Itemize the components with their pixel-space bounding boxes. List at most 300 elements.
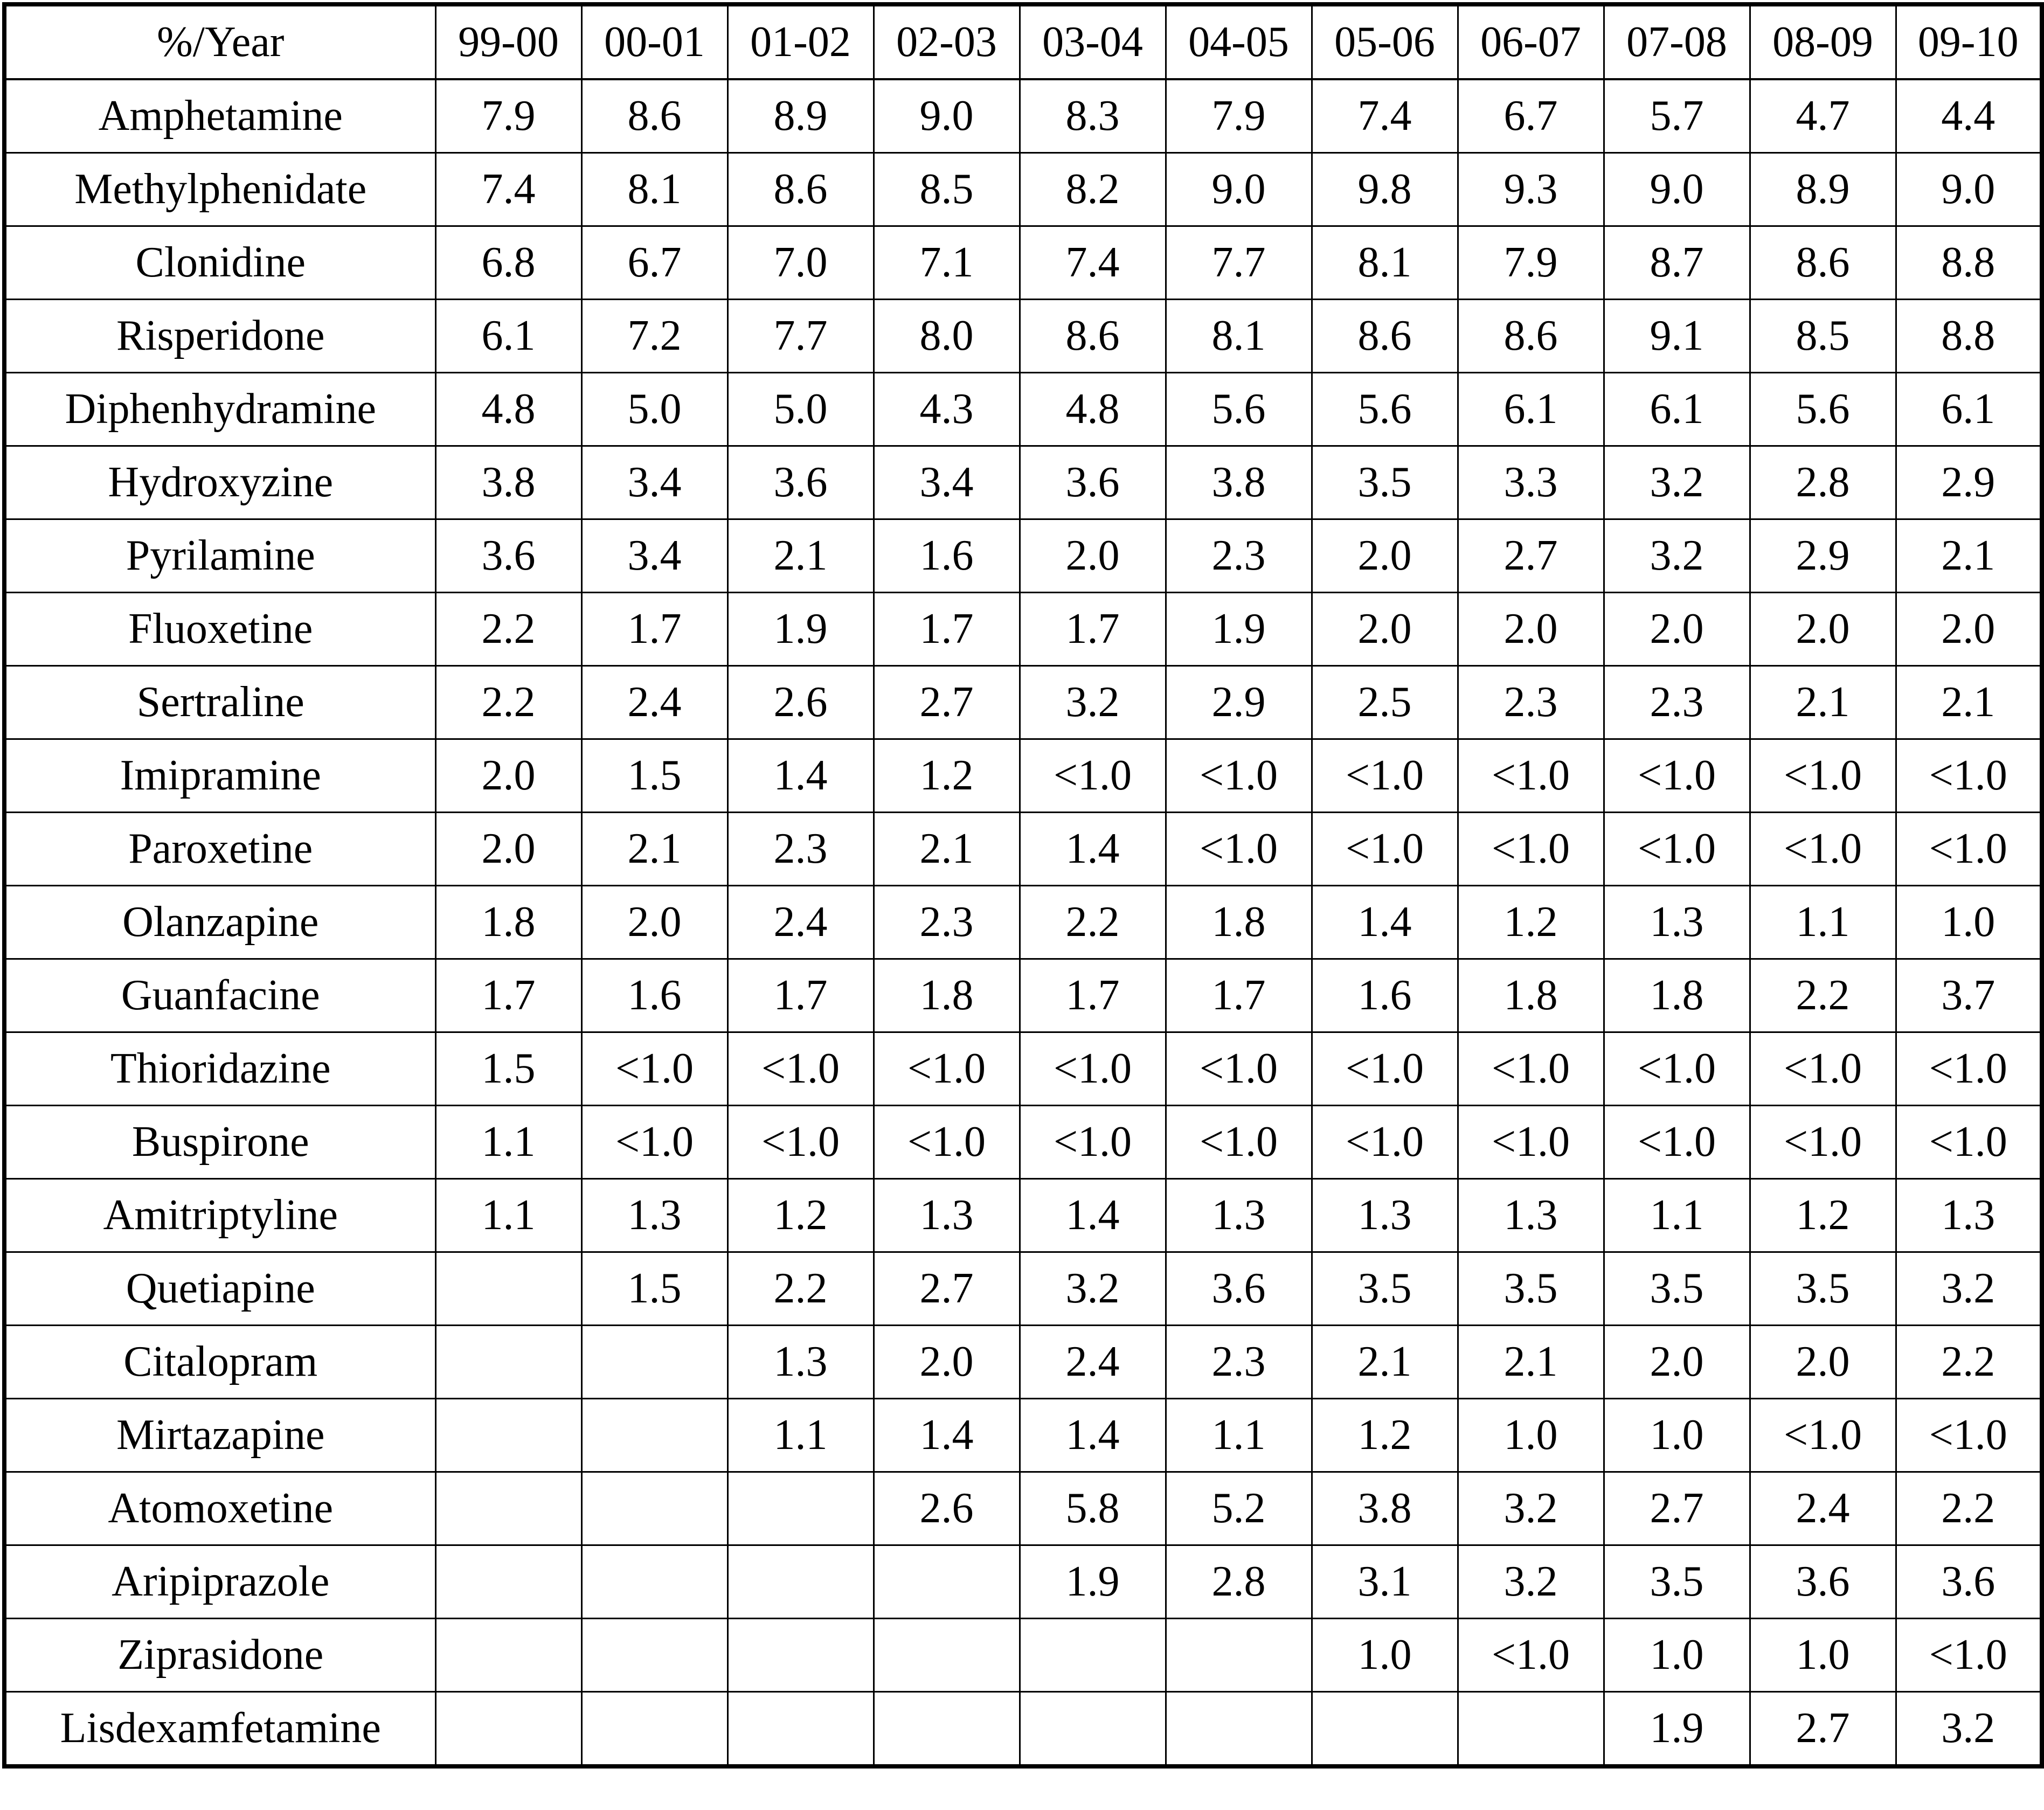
value-cell: 8.1 <box>581 153 727 226</box>
value-cell: 2.3 <box>1166 519 1312 593</box>
value-cell: <1.0 <box>1458 1619 1604 1692</box>
value-cell: 1.7 <box>1020 959 1166 1032</box>
value-cell: 1.0 <box>1604 1619 1750 1692</box>
value-cell: 1.8 <box>874 959 1020 1032</box>
value-cell: <1.0 <box>1458 1032 1604 1106</box>
value-cell: 2.0 <box>435 739 581 813</box>
value-cell: 8.9 <box>1750 153 1896 226</box>
value-cell: 3.6 <box>435 519 581 593</box>
value-cell: 8.6 <box>1458 300 1604 373</box>
table-row <box>4 519 2042 593</box>
value-cell: 3.6 <box>1020 446 1166 519</box>
value-cell: 2.2 <box>1750 959 1896 1032</box>
table-row <box>4 1545 2042 1619</box>
value-cell: <1.0 <box>1458 739 1604 813</box>
value-cell: 3.2 <box>1020 666 1166 739</box>
value-cell: 1.2 <box>1458 886 1604 959</box>
value-cell: 1.2 <box>727 1179 874 1252</box>
value-cell: 2.3 <box>727 813 874 886</box>
value-cell: 1.1 <box>435 1106 581 1179</box>
value-cell: 1.0 <box>1896 886 2042 959</box>
value-cell: 2.0 <box>1604 593 1750 666</box>
drug-name-cell: Aripiprazole <box>4 1545 435 1619</box>
value-cell: 1.9 <box>1166 593 1312 666</box>
value-cell: <1.0 <box>1458 813 1604 886</box>
medication-percent-table <box>2 2 2044 1769</box>
table-row <box>4 886 2042 959</box>
value-cell <box>435 1472 581 1545</box>
value-cell: 3.5 <box>1750 1252 1896 1326</box>
drug-name-cell: Amphetamine <box>4 79 435 153</box>
value-cell: <1.0 <box>581 1106 727 1179</box>
corner-header-cell: %/Year <box>4 4 435 79</box>
value-cell: 8.6 <box>1312 300 1458 373</box>
table-row <box>4 739 2042 813</box>
value-cell: <1.0 <box>874 1106 1020 1179</box>
value-cell: 3.6 <box>727 446 874 519</box>
value-cell: 2.0 <box>1750 1326 1896 1399</box>
value-cell: 2.8 <box>1750 446 1896 519</box>
value-cell: 2.4 <box>1750 1472 1896 1545</box>
value-cell: <1.0 <box>1750 1106 1896 1179</box>
value-cell: 7.7 <box>727 300 874 373</box>
value-cell: 1.1 <box>1750 886 1896 959</box>
value-cell: 1.8 <box>1166 886 1312 959</box>
value-cell: 3.5 <box>1604 1545 1750 1619</box>
value-cell: 2.9 <box>1750 519 1896 593</box>
value-cell <box>581 1399 727 1472</box>
value-cell: <1.0 <box>1604 739 1750 813</box>
value-cell <box>435 1326 581 1399</box>
value-cell: <1.0 <box>1604 1032 1750 1106</box>
value-cell: 8.6 <box>1750 226 1896 300</box>
value-cell: 1.4 <box>1020 1179 1166 1252</box>
value-cell <box>1020 1692 1166 1767</box>
value-cell: 2.0 <box>1312 593 1458 666</box>
value-cell: 1.4 <box>1020 1399 1166 1472</box>
value-cell: 8.7 <box>1604 226 1750 300</box>
value-cell: 3.5 <box>1458 1252 1604 1326</box>
value-cell: <1.0 <box>1896 1399 2042 1472</box>
value-cell: 7.2 <box>581 300 727 373</box>
value-cell: 2.0 <box>435 813 581 886</box>
drug-name-cell: Diphenhydramine <box>4 373 435 446</box>
value-cell: 2.2 <box>727 1252 874 1326</box>
value-cell: 2.3 <box>874 886 1020 959</box>
value-cell: 2.0 <box>581 886 727 959</box>
value-cell: <1.0 <box>1166 813 1312 886</box>
value-cell: <1.0 <box>1312 813 1458 886</box>
value-cell: 2.2 <box>1896 1326 2042 1399</box>
value-cell: 5.0 <box>581 373 727 446</box>
value-cell: 1.9 <box>1604 1692 1750 1767</box>
value-cell: 1.1 <box>1604 1179 1750 1252</box>
value-cell: 3.6 <box>1166 1252 1312 1326</box>
value-cell: <1.0 <box>1750 1032 1896 1106</box>
value-cell: 1.2 <box>874 739 1020 813</box>
value-cell: 3.8 <box>1312 1472 1458 1545</box>
value-cell: 7.4 <box>435 153 581 226</box>
drug-name-cell: Hydroxyzine <box>4 446 435 519</box>
value-cell: <1.0 <box>1896 739 2042 813</box>
year-header-cell: 08-09 <box>1750 4 1896 79</box>
value-cell: 5.8 <box>1020 1472 1166 1545</box>
value-cell: 2.2 <box>435 666 581 739</box>
value-cell: 5.6 <box>1312 373 1458 446</box>
value-cell: <1.0 <box>1458 1106 1604 1179</box>
table-row <box>4 1032 2042 1106</box>
value-cell: 1.3 <box>1896 1179 2042 1252</box>
drug-name-cell: Sertraline <box>4 666 435 739</box>
value-cell: 1.5 <box>581 739 727 813</box>
value-cell: 6.1 <box>1458 373 1604 446</box>
value-cell <box>1312 1692 1458 1767</box>
value-cell: 2.4 <box>1020 1326 1166 1399</box>
value-cell: 7.7 <box>1166 226 1312 300</box>
year-header-cell: 04-05 <box>1166 4 1312 79</box>
value-cell: 1.6 <box>1312 959 1458 1032</box>
value-cell: <1.0 <box>1020 1106 1166 1179</box>
value-cell: 2.1 <box>1312 1326 1458 1399</box>
value-cell: 1.0 <box>1312 1619 1458 1692</box>
value-cell: 2.1 <box>1458 1326 1604 1399</box>
year-header-cell: 09-10 <box>1896 4 2042 79</box>
value-cell: 1.1 <box>1166 1399 1312 1472</box>
value-cell: 5.6 <box>1166 373 1312 446</box>
drug-name-cell: Lisdexamfetamine <box>4 1692 435 1767</box>
value-cell: 1.7 <box>1020 593 1166 666</box>
value-cell: 2.4 <box>727 886 874 959</box>
value-cell <box>727 1692 874 1767</box>
value-cell: 6.1 <box>1896 373 2042 446</box>
year-header-cell: 00-01 <box>581 4 727 79</box>
drug-name-cell: Thioridazine <box>4 1032 435 1106</box>
value-cell: <1.0 <box>1020 1032 1166 1106</box>
value-cell: 5.2 <box>1166 1472 1312 1545</box>
value-cell: 8.6 <box>581 79 727 153</box>
value-cell: <1.0 <box>1604 813 1750 886</box>
value-cell: <1.0 <box>1896 1032 2042 1106</box>
value-cell: 1.5 <box>435 1032 581 1106</box>
value-cell <box>581 1326 727 1399</box>
value-cell: 8.1 <box>1312 226 1458 300</box>
value-cell: 1.0 <box>1458 1399 1604 1472</box>
value-cell <box>874 1692 1020 1767</box>
value-cell: 2.9 <box>1896 446 2042 519</box>
value-cell: 4.8 <box>1020 373 1166 446</box>
value-cell: 9.8 <box>1312 153 1458 226</box>
value-cell: 2.5 <box>1312 666 1458 739</box>
value-cell: 5.7 <box>1604 79 1750 153</box>
value-cell <box>1020 1619 1166 1692</box>
value-cell: 1.4 <box>727 739 874 813</box>
value-cell: 3.2 <box>1458 1472 1604 1545</box>
drug-name-cell: Mirtazapine <box>4 1399 435 1472</box>
value-cell: 2.3 <box>1458 666 1604 739</box>
value-cell: <1.0 <box>581 1032 727 1106</box>
year-header-cell: 02-03 <box>874 4 1020 79</box>
table-header-row <box>4 4 2042 79</box>
value-cell: 1.5 <box>581 1252 727 1326</box>
value-cell: 1.9 <box>727 593 874 666</box>
value-cell: 7.1 <box>874 226 1020 300</box>
value-cell: 3.5 <box>1312 1252 1458 1326</box>
value-cell: <1.0 <box>1896 1106 2042 1179</box>
value-cell: 2.6 <box>874 1472 1020 1545</box>
value-cell: 3.3 <box>1458 446 1604 519</box>
value-cell: 1.0 <box>1750 1619 1896 1692</box>
value-cell: 2.7 <box>874 1252 1020 1326</box>
value-cell: <1.0 <box>1312 1032 1458 1106</box>
value-cell: 4.8 <box>435 373 581 446</box>
value-cell: 3.2 <box>1604 519 1750 593</box>
value-cell: 8.9 <box>727 79 874 153</box>
value-cell: <1.0 <box>727 1032 874 1106</box>
table-row <box>4 300 2042 373</box>
value-cell: 4.3 <box>874 373 1020 446</box>
value-cell: 4.4 <box>1896 79 2042 153</box>
table-row <box>4 666 2042 739</box>
table-row <box>4 153 2042 226</box>
value-cell: 8.3 <box>1020 79 1166 153</box>
value-cell: 1.9 <box>1020 1545 1166 1619</box>
value-cell: 7.4 <box>1020 226 1166 300</box>
value-cell: 3.6 <box>1896 1545 2042 1619</box>
value-cell: 1.1 <box>435 1179 581 1252</box>
value-cell: 1.8 <box>1604 959 1750 1032</box>
value-cell: 2.9 <box>1166 666 1312 739</box>
value-cell: 1.7 <box>435 959 581 1032</box>
value-cell: 3.4 <box>581 446 727 519</box>
value-cell: 1.3 <box>1312 1179 1458 1252</box>
value-cell <box>727 1619 874 1692</box>
value-cell: 5.0 <box>727 373 874 446</box>
value-cell: 1.2 <box>1312 1399 1458 1472</box>
table-row <box>4 226 2042 300</box>
year-header-cell: 03-04 <box>1020 4 1166 79</box>
table-row <box>4 1692 2042 1767</box>
value-cell: 9.0 <box>1166 153 1312 226</box>
value-cell: <1.0 <box>1312 1106 1458 1179</box>
value-cell: <1.0 <box>1312 739 1458 813</box>
value-cell: 3.5 <box>1604 1252 1750 1326</box>
value-cell <box>435 1399 581 1472</box>
drug-name-cell: Amitriptyline <box>4 1179 435 1252</box>
value-cell: 2.7 <box>1750 1692 1896 1767</box>
value-cell: 3.2 <box>1458 1545 1604 1619</box>
drug-name-cell: Buspirone <box>4 1106 435 1179</box>
value-cell <box>581 1692 727 1767</box>
table-row <box>4 1619 2042 1692</box>
value-cell: <1.0 <box>1166 739 1312 813</box>
value-cell: <1.0 <box>1166 1032 1312 1106</box>
value-cell: 9.0 <box>874 79 1020 153</box>
value-cell: 3.5 <box>1312 446 1458 519</box>
drug-name-cell: Clonidine <box>4 226 435 300</box>
value-cell: 2.3 <box>1166 1326 1312 1399</box>
table-row <box>4 1326 2042 1399</box>
value-cell: 2.6 <box>727 666 874 739</box>
value-cell: 8.6 <box>727 153 874 226</box>
value-cell: 1.3 <box>1458 1179 1604 1252</box>
value-cell: 7.9 <box>1166 79 1312 153</box>
value-cell: 2.1 <box>874 813 1020 886</box>
value-cell: 3.1 <box>1312 1545 1458 1619</box>
value-cell: 1.2 <box>1750 1179 1896 1252</box>
value-cell: <1.0 <box>1750 739 1896 813</box>
table-row <box>4 1106 2042 1179</box>
value-cell: 9.1 <box>1604 300 1750 373</box>
value-cell: <1.0 <box>874 1032 1020 1106</box>
value-cell: 3.4 <box>874 446 1020 519</box>
table-row <box>4 1179 2042 1252</box>
value-cell: 8.8 <box>1896 300 2042 373</box>
drug-name-cell: Fluoxetine <box>4 593 435 666</box>
drug-name-cell: Methylphenidate <box>4 153 435 226</box>
value-cell: 6.1 <box>435 300 581 373</box>
value-cell: 7.4 <box>1312 79 1458 153</box>
value-cell: 1.7 <box>727 959 874 1032</box>
drug-name-cell: Imipramine <box>4 739 435 813</box>
drug-name-cell: Citalopram <box>4 1326 435 1399</box>
value-cell: 2.4 <box>581 666 727 739</box>
table-row <box>4 79 2042 153</box>
value-cell: 7.9 <box>1458 226 1604 300</box>
value-cell: 8.2 <box>1020 153 1166 226</box>
value-cell: 6.8 <box>435 226 581 300</box>
value-cell: 9.3 <box>1458 153 1604 226</box>
value-cell: 2.0 <box>1750 593 1896 666</box>
value-cell: 3.2 <box>1020 1252 1166 1326</box>
value-cell: 1.7 <box>1166 959 1312 1032</box>
drug-name-cell: Quetiapine <box>4 1252 435 1326</box>
value-cell: 8.8 <box>1896 226 2042 300</box>
value-cell: 1.3 <box>1604 886 1750 959</box>
year-header-cell: 05-06 <box>1312 4 1458 79</box>
value-cell: 2.1 <box>1750 666 1896 739</box>
value-cell: 2.2 <box>435 593 581 666</box>
value-cell: 3.8 <box>1166 446 1312 519</box>
value-cell: 1.6 <box>581 959 727 1032</box>
value-cell <box>874 1619 1020 1692</box>
value-cell: 1.3 <box>581 1179 727 1252</box>
value-cell: 6.1 <box>1604 373 1750 446</box>
value-cell: 2.8 <box>1166 1545 1312 1619</box>
value-cell: 2.0 <box>1604 1326 1750 1399</box>
value-cell <box>1166 1619 1312 1692</box>
value-cell: 1.3 <box>1166 1179 1312 1252</box>
value-cell <box>874 1545 1020 1619</box>
drug-name-cell: Pyrilamine <box>4 519 435 593</box>
value-cell: <1.0 <box>1750 1399 1896 1472</box>
value-cell: 1.3 <box>727 1326 874 1399</box>
value-cell: 6.7 <box>581 226 727 300</box>
value-cell: 2.7 <box>874 666 1020 739</box>
value-cell <box>435 1252 581 1326</box>
drug-name-cell: Risperidone <box>4 300 435 373</box>
value-cell <box>435 1692 581 1767</box>
table-row <box>4 373 2042 446</box>
value-cell: 1.6 <box>874 519 1020 593</box>
value-cell: 1.7 <box>874 593 1020 666</box>
value-cell <box>435 1545 581 1619</box>
value-cell: 1.4 <box>1020 813 1166 886</box>
value-cell: <1.0 <box>1896 813 2042 886</box>
value-cell: 2.0 <box>1020 519 1166 593</box>
value-cell: 1.8 <box>435 886 581 959</box>
value-cell: 2.2 <box>1020 886 1166 959</box>
value-cell: 1.4 <box>1312 886 1458 959</box>
value-cell: 2.1 <box>581 813 727 886</box>
value-cell <box>581 1619 727 1692</box>
table-row <box>4 446 2042 519</box>
table-row <box>4 1399 2042 1472</box>
value-cell: 3.2 <box>1896 1692 2042 1767</box>
value-cell: <1.0 <box>1896 1619 2042 1692</box>
value-cell: 8.5 <box>1750 300 1896 373</box>
value-cell: 2.0 <box>874 1326 1020 1399</box>
value-cell: 2.3 <box>1604 666 1750 739</box>
table-row <box>4 1252 2042 1326</box>
value-cell: 2.1 <box>1896 666 2042 739</box>
value-cell <box>581 1545 727 1619</box>
table-body <box>4 79 2042 1766</box>
value-cell: 1.3 <box>874 1179 1020 1252</box>
value-cell: 3.6 <box>1750 1545 1896 1619</box>
value-cell: 3.4 <box>581 519 727 593</box>
value-cell: 1.1 <box>727 1399 874 1472</box>
value-cell: 7.0 <box>727 226 874 300</box>
value-cell: 2.0 <box>1458 593 1604 666</box>
table-row <box>4 813 2042 886</box>
value-cell: 6.7 <box>1458 79 1604 153</box>
value-cell <box>727 1472 874 1545</box>
value-cell: <1.0 <box>1020 739 1166 813</box>
value-cell: 1.8 <box>1458 959 1604 1032</box>
value-cell: 7.9 <box>435 79 581 153</box>
value-cell: <1.0 <box>1166 1106 1312 1179</box>
value-cell: 2.7 <box>1458 519 1604 593</box>
value-cell: <1.0 <box>727 1106 874 1179</box>
value-cell: 2.1 <box>1896 519 2042 593</box>
value-cell: 8.6 <box>1020 300 1166 373</box>
value-cell: 1.4 <box>874 1399 1020 1472</box>
year-header-cell: 01-02 <box>727 4 874 79</box>
drug-name-cell: Paroxetine <box>4 813 435 886</box>
value-cell: 3.7 <box>1896 959 2042 1032</box>
value-cell <box>727 1545 874 1619</box>
drug-name-cell: Ziprasidone <box>4 1619 435 1692</box>
value-cell: 3.2 <box>1604 446 1750 519</box>
year-header-cell: 07-08 <box>1604 4 1750 79</box>
value-cell <box>581 1472 727 1545</box>
value-cell: 2.0 <box>1312 519 1458 593</box>
drug-name-cell: Olanzapine <box>4 886 435 959</box>
drug-name-cell: Guanfacine <box>4 959 435 1032</box>
value-cell <box>1166 1692 1312 1767</box>
value-cell: 2.7 <box>1604 1472 1750 1545</box>
value-cell: 9.0 <box>1604 153 1750 226</box>
table-row <box>4 1472 2042 1545</box>
value-cell: <1.0 <box>1604 1106 1750 1179</box>
value-cell: 4.7 <box>1750 79 1896 153</box>
value-cell: 3.2 <box>1896 1252 2042 1326</box>
value-cell: 1.0 <box>1604 1399 1750 1472</box>
value-cell: <1.0 <box>1750 813 1896 886</box>
value-cell <box>1458 1692 1604 1767</box>
value-cell: 2.2 <box>1896 1472 2042 1545</box>
value-cell: 8.1 <box>1166 300 1312 373</box>
